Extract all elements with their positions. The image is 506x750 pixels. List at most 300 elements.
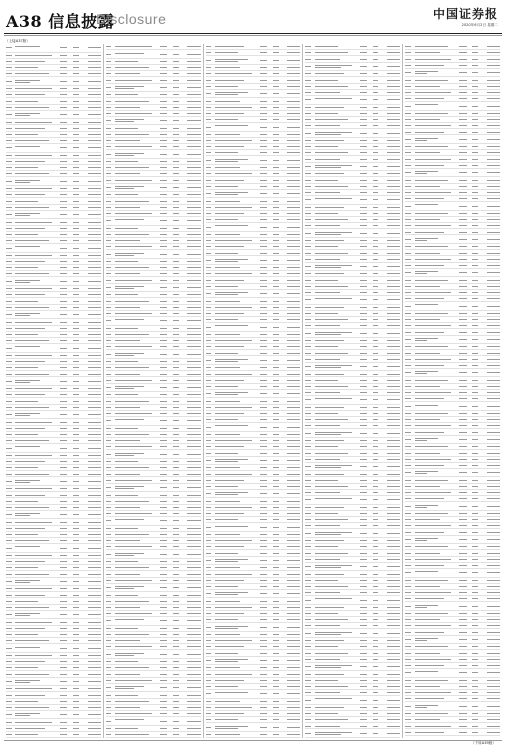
- table-cell: [257, 260, 270, 261]
- table-cell: [15, 55, 57, 56]
- text-line: [160, 467, 167, 468]
- text-line: [260, 507, 267, 508]
- text-line: [287, 313, 300, 314]
- text-line: [287, 160, 300, 161]
- text-line: [387, 233, 400, 234]
- table-cell: [215, 374, 257, 375]
- table-cell: [115, 680, 157, 681]
- text-line: [73, 481, 79, 482]
- table-cell: [57, 307, 70, 308]
- table-cell: [106, 467, 115, 468]
- text-line: [273, 401, 279, 402]
- text-line: [73, 688, 79, 689]
- table-cell: [305, 366, 314, 367]
- text-line: [187, 294, 200, 295]
- text-line: [215, 628, 238, 629]
- table-cell: [106, 201, 115, 202]
- table-cell: [381, 286, 400, 287]
- text-line: [115, 113, 152, 114]
- text-line: [6, 428, 12, 429]
- table-row: [106, 617, 201, 626]
- text-line: [215, 619, 238, 620]
- table-cell: [370, 353, 381, 354]
- text-line: [73, 194, 79, 195]
- text-line: [106, 154, 112, 155]
- table-row: [305, 429, 400, 438]
- text-line: [187, 307, 200, 308]
- table-cell: [15, 161, 57, 162]
- text-line: [88, 440, 101, 441]
- text-line: [60, 355, 67, 356]
- table-cell: [357, 313, 370, 314]
- table-cell: [215, 474, 257, 475]
- table-cell: [57, 281, 70, 282]
- text-line: [360, 180, 367, 181]
- table-cell: [82, 288, 101, 289]
- text-line: [287, 113, 300, 114]
- table-cell: [305, 466, 314, 467]
- table-cell: [57, 261, 70, 262]
- text-line: [106, 613, 112, 614]
- text-line: [88, 695, 101, 696]
- table-cell: [257, 501, 270, 502]
- table-cell: [82, 607, 101, 608]
- text-line: [115, 607, 140, 608]
- table-cell: [70, 367, 81, 368]
- table-cell: [182, 240, 201, 241]
- table-cell: [270, 553, 281, 554]
- text-line: [88, 661, 101, 662]
- text-line: [160, 707, 167, 708]
- text-line: [15, 634, 38, 635]
- table-cell: [182, 721, 201, 722]
- table-cell: [57, 374, 70, 375]
- table-cell: [281, 193, 300, 194]
- table-cell: [115, 674, 157, 675]
- text-line: [215, 446, 244, 447]
- table-cell: [157, 301, 170, 302]
- text-line: [305, 425, 311, 426]
- table-cell: [206, 553, 215, 554]
- text-line: [187, 554, 200, 555]
- table-cell: [157, 346, 170, 347]
- table-cell: [106, 620, 115, 621]
- text-line: [215, 286, 238, 287]
- text-line: [60, 481, 67, 482]
- text-line: [6, 548, 12, 549]
- text-line: [373, 492, 379, 493]
- table-cell: [15, 440, 57, 441]
- text-line: [106, 580, 112, 581]
- text-line: [73, 388, 79, 389]
- table-cell: [115, 453, 157, 456]
- table-cell: [6, 228, 15, 229]
- table-cell: [305, 59, 314, 60]
- table-cell: [182, 546, 201, 547]
- text-line: [115, 701, 148, 702]
- text-line: [60, 574, 67, 575]
- text-line: [73, 47, 79, 48]
- table-cell: [257, 267, 270, 268]
- text-line: [160, 580, 167, 581]
- table-cell: [215, 546, 257, 547]
- text-line: [260, 493, 267, 494]
- table-cell: [157, 254, 170, 255]
- table-cell: [82, 307, 101, 308]
- table-cell: [215, 726, 257, 729]
- table-cell: [215, 707, 257, 708]
- text-line: [6, 622, 12, 623]
- text-line: [206, 86, 212, 87]
- table-cell: [6, 147, 15, 148]
- table-cell: [270, 152, 281, 153]
- text-line: [15, 194, 44, 195]
- table-cell: [270, 293, 281, 294]
- text-line: [273, 107, 279, 108]
- text-line: [15, 115, 30, 116]
- table-cell: [315, 340, 357, 341]
- text-line: [260, 701, 267, 702]
- text-line: [15, 428, 44, 429]
- text-line: [315, 292, 340, 293]
- text-line: [206, 173, 212, 174]
- text-line: [187, 646, 200, 647]
- table-cell: [170, 487, 181, 488]
- text-line: [260, 334, 267, 335]
- text-line: [106, 207, 112, 208]
- table-cell: [170, 507, 181, 508]
- table-cell: [215, 446, 257, 447]
- table-row: [6, 111, 101, 120]
- table-cell: [82, 94, 101, 95]
- table-cell: [115, 273, 157, 274]
- table-cell: [206, 160, 215, 161]
- text-line: [6, 101, 12, 102]
- text-line: [60, 394, 67, 395]
- table-cell: [6, 248, 15, 249]
- text-line: [206, 219, 212, 220]
- text-line: [315, 332, 352, 333]
- text-line: [106, 307, 112, 308]
- text-line: [215, 152, 238, 153]
- table-cell: [381, 219, 400, 220]
- table-cell: [357, 359, 370, 360]
- text-line: [173, 207, 179, 208]
- text-line: [315, 398, 352, 399]
- text-line: [206, 607, 212, 608]
- table-cell: [305, 392, 314, 393]
- text-line: [88, 314, 101, 315]
- text-line: [88, 248, 101, 249]
- table-cell: [381, 513, 400, 514]
- text-line: [215, 392, 248, 393]
- table-cell: [270, 540, 281, 541]
- table-cell: [206, 660, 215, 661]
- text-line: [287, 401, 300, 402]
- text-line: [373, 546, 379, 547]
- table-cell: [315, 313, 357, 314]
- table-cell: [6, 61, 15, 62]
- table-cell: [115, 394, 157, 395]
- table-cell: [157, 394, 170, 395]
- text-line: [305, 353, 311, 354]
- text-line: [273, 467, 279, 468]
- table-cell: [215, 540, 257, 541]
- text-line: [15, 207, 48, 208]
- text-line: [260, 186, 267, 187]
- table-cell: [206, 207, 215, 208]
- table-cell: [215, 267, 257, 268]
- table-cell: [370, 499, 381, 500]
- text-line: [106, 601, 112, 602]
- table-cell: [106, 461, 115, 462]
- table-cell: [170, 501, 181, 502]
- text-line: [206, 719, 212, 720]
- text-line: [305, 553, 311, 554]
- text-line: [273, 627, 279, 628]
- text-line: [187, 461, 200, 462]
- text-line: [260, 127, 267, 128]
- text-line: [6, 307, 12, 308]
- text-line: [287, 446, 300, 447]
- text-line: [73, 114, 79, 115]
- table-cell: [370, 125, 381, 126]
- table-cell: [157, 54, 170, 55]
- table-cell: [106, 561, 115, 562]
- text-line: [115, 461, 138, 462]
- table-cell: [15, 734, 57, 735]
- text-line: [187, 101, 200, 102]
- table-cell: [157, 707, 170, 708]
- text-line: [15, 695, 44, 696]
- text-line: [287, 701, 300, 702]
- table-cell: [257, 367, 270, 368]
- table-cell: [281, 340, 300, 341]
- text-line: [73, 261, 79, 262]
- text-line: [215, 492, 248, 493]
- table-cell: [106, 361, 115, 362]
- table-cell: [257, 201, 270, 202]
- table-cell: [357, 86, 370, 87]
- table-cell: [182, 280, 201, 281]
- text-line: [160, 346, 167, 347]
- table-cell: [257, 219, 270, 220]
- table-cell: [381, 507, 400, 508]
- text-line: [373, 52, 379, 53]
- table-cell: [157, 173, 170, 174]
- table-cell: [206, 293, 215, 294]
- text-line: [106, 628, 112, 629]
- text-line: [260, 107, 267, 108]
- table-cell: [370, 292, 381, 293]
- text-line: [115, 407, 140, 408]
- table-cell: [206, 407, 215, 408]
- table-cell: [370, 107, 381, 108]
- table-cell: [57, 695, 70, 696]
- text-line: [60, 261, 67, 262]
- text-line: [260, 80, 267, 81]
- text-line: [360, 273, 367, 274]
- text-line: [173, 313, 179, 314]
- table-cell: [281, 434, 300, 435]
- table-cell: [15, 561, 57, 562]
- text-line: [15, 446, 40, 447]
- text-line: [215, 46, 244, 47]
- text-line: [287, 646, 300, 647]
- text-line: [15, 713, 40, 714]
- table-cell: [270, 353, 281, 354]
- table-cell: [206, 427, 215, 428]
- text-line: [115, 386, 144, 387]
- text-line: [273, 240, 279, 241]
- text-line: [73, 214, 79, 215]
- text-line: [273, 101, 279, 102]
- table-cell: [206, 360, 215, 361]
- table-cell: [182, 695, 201, 696]
- table-cell: [381, 180, 400, 181]
- text-line: [15, 688, 52, 689]
- text-line: [115, 234, 148, 235]
- table-cell: [182, 528, 201, 529]
- table-cell: [157, 267, 170, 268]
- text-line: [6, 555, 12, 556]
- table-cell: [106, 240, 115, 241]
- table-cell: [82, 581, 101, 582]
- text-line: [187, 67, 200, 68]
- text-line: [287, 107, 300, 108]
- table-cell: [281, 367, 300, 368]
- text-line: [215, 186, 238, 187]
- text-line: [60, 495, 67, 496]
- text-line: [6, 488, 12, 489]
- table-cell: [157, 273, 170, 274]
- table-cell: [381, 240, 400, 241]
- table-cell: [157, 667, 170, 668]
- text-line: [115, 728, 138, 729]
- text-line: [6, 667, 12, 668]
- text-line: [360, 107, 367, 108]
- table-cell: [305, 574, 314, 575]
- table-cell: [215, 386, 257, 387]
- table-cell: [381, 325, 400, 326]
- table-cell: [82, 207, 101, 208]
- text-line: [160, 307, 167, 308]
- table-row: [106, 650, 201, 659]
- table-cell: [381, 446, 400, 447]
- text-line: [173, 273, 179, 274]
- text-line: [387, 492, 400, 493]
- table-cell: [281, 46, 300, 47]
- text-line: [305, 340, 311, 341]
- table-cell: [170, 667, 181, 668]
- text-line: [173, 613, 179, 614]
- text-line: [60, 401, 67, 402]
- table-cell: [115, 319, 157, 322]
- text-line: [305, 240, 311, 241]
- text-line: [273, 686, 279, 687]
- table-cell: [115, 173, 157, 174]
- text-line: [260, 353, 267, 354]
- text-line: [88, 173, 101, 174]
- table-cell: [315, 346, 357, 347]
- text-line: [115, 686, 144, 687]
- text-line: [160, 607, 167, 608]
- text-line: [6, 681, 12, 682]
- text-line: [15, 380, 40, 381]
- table-cell: [157, 401, 170, 402]
- table-cell: [270, 467, 281, 468]
- text-line: [387, 353, 400, 354]
- text-line: [160, 173, 167, 174]
- text-line: [287, 674, 300, 675]
- table-cell: [270, 346, 281, 347]
- text-line: [360, 159, 367, 160]
- text-line: [360, 525, 367, 526]
- table-cell: [157, 674, 170, 675]
- table-cell: [6, 234, 15, 235]
- text-line: [88, 73, 101, 74]
- text-line: [215, 159, 248, 160]
- table-cell: [281, 727, 300, 728]
- table-cell: [281, 453, 300, 454]
- text-line: [173, 446, 179, 447]
- masthead: [0, 0, 506, 36]
- table-cell: [82, 301, 101, 302]
- text-line: [73, 348, 79, 349]
- text-line: [360, 433, 367, 434]
- text-line: [6, 201, 12, 202]
- table-cell: [6, 47, 15, 48]
- table-cell: [357, 59, 370, 60]
- text-line: [315, 234, 341, 235]
- text-line: [6, 361, 12, 362]
- table-cell: [357, 286, 370, 287]
- text-line: [387, 180, 400, 181]
- text-line: [60, 314, 67, 315]
- table-cell: [157, 101, 170, 102]
- table-cell: [370, 253, 381, 254]
- table-cell: [57, 107, 70, 108]
- table-cell: [206, 640, 215, 641]
- table-cell: [381, 173, 400, 174]
- table-cell: [15, 688, 57, 689]
- text-line: [115, 480, 152, 481]
- table-cell: [257, 360, 270, 361]
- text-line: [215, 92, 248, 93]
- text-line: [88, 555, 101, 556]
- text-line: [88, 81, 101, 82]
- table-cell: [157, 680, 170, 681]
- table-cell: [357, 580, 370, 581]
- table-cell: [206, 527, 215, 528]
- text-line: [260, 253, 267, 254]
- text-line: [315, 165, 352, 166]
- text-line: [287, 193, 300, 194]
- table-cell: [82, 534, 101, 535]
- text-line: [287, 640, 300, 641]
- text-line: [305, 459, 311, 460]
- text-line: [60, 428, 67, 429]
- text-line: [360, 113, 367, 114]
- text-line: [160, 387, 167, 388]
- text-line: [215, 86, 238, 87]
- text-line: [260, 727, 267, 728]
- table-cell: [157, 180, 170, 181]
- text-line: [6, 540, 12, 541]
- text-line: [273, 713, 279, 714]
- table-cell: [70, 61, 81, 62]
- table-cell: [206, 180, 215, 181]
